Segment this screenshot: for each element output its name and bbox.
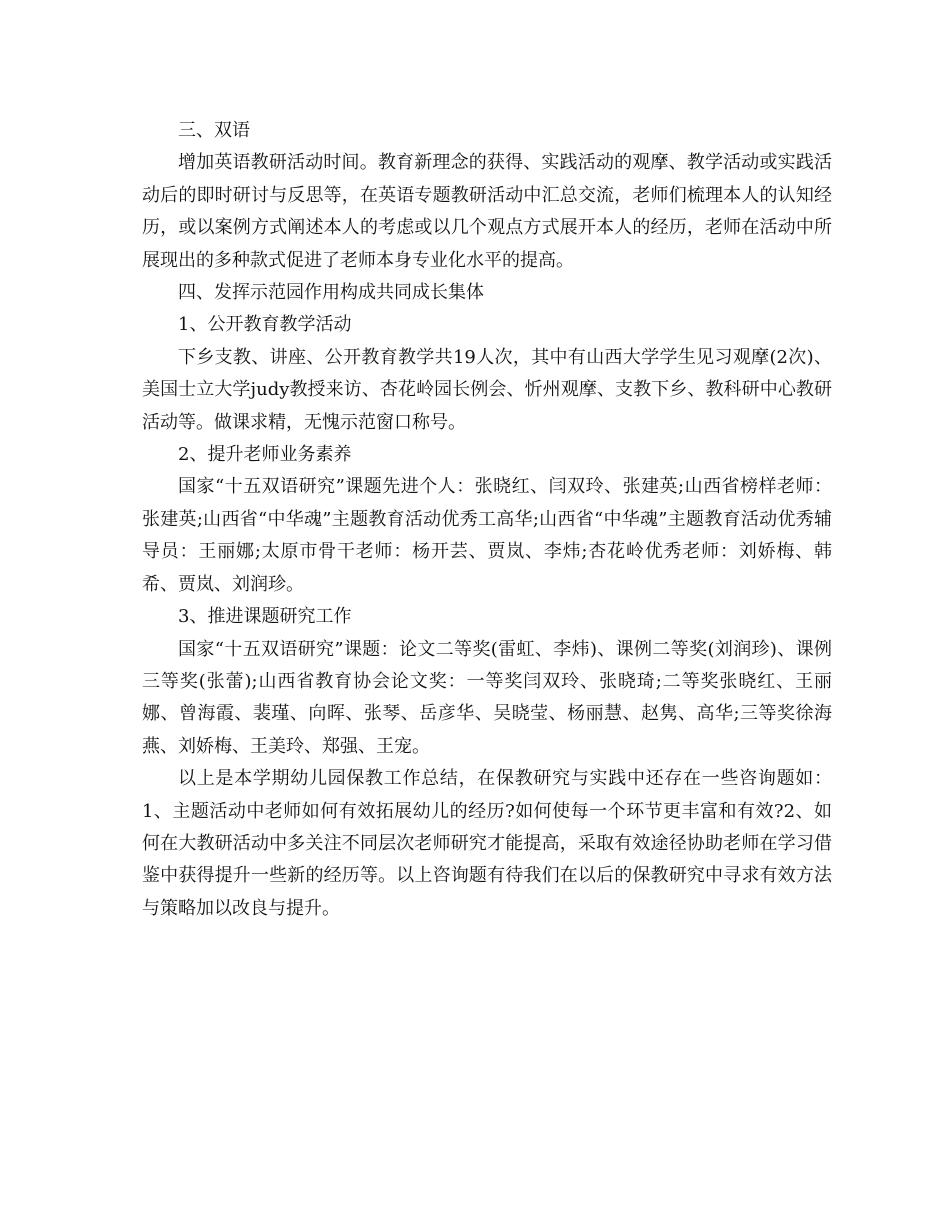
section-heading-bilingual: 三、双语 [178,120,250,141]
paragraph-research-awards: 国家“十五双语研究”课题：论文二等奖(雷虹、李炜)、课例二等奖(刘润珍)、课例三等奖(张蕾);山西省教育协会论文奖：一等奖闫双玲、张晓琦;二等奖张晓红、王丽娜、曾海霞、裴瑾、向晖、张琴、岳彦华、吴晓莹、杨丽慧、赵隽、高华;三等奖徐海燕、刘娇梅、王美玲、郑强、王宠。 [142,638,832,757]
subheading-research-projects: 3、推进课题研究工作 [178,606,352,628]
paragraph-teacher-awards: 国家“十五双语研究”课题先进个人：张晓红、闫双玲、张建英;山西省榜样老师：张建英;山西省“中华魂”主题教育活动优秀工高华;山西省“中华魂”主题教育活动优秀辅导员：王丽娜;太原市骨干老师：杨开芸、贾岚、李炜;杏花岭优秀老师：刘娇梅、韩希、贾岚、刘润珍。 [142,476,832,595]
paragraph-english-research: 增加英语教研活动时间。教育新理念的获得、实践活动的观摩、教学活动或实践活动后的即时研讨与反思等，在英语专题教研活动中汇总交流，老师们梳理本人的认知经历，或以案例方式阐述本人的考虑或以几个观点方式展开本人的经历，老师在活动中所展现出的多种款式促进了老师本身专业化水平的提高。 [142,152,832,271]
document-page [142,115,832,925]
paragraph-public-activities: 下乡支教、讲座、公开教育教学共19人次，其中有山西大学学生见习观摩(2次)、美国士立大学judy教授来访、杏花岭园长例会、忻州观摩、支教下乡、教科研中心教研活动等。做课求精，无愧示范窗口称号。 [142,346,832,433]
subheading-teacher-quality: 2、提升老师业务素养 [178,444,352,466]
paragraph-summary: 以上是本学期幼儿园保教工作总结，在保教研究与实践中还存在一些咨询题如：1、主题活动中老师如何有效拓展幼儿的经历?如何使每一个环节更丰富和有效?2、如何在大教研活动中多关注不同层次老师研究才能提高，采取有效途径协助老师在学习借鉴中获得提升一些新的经历等。以上咨询题有待我们在以后的保教研究中寻求有效方法与策略加以改良与提升。 [142,768,832,919]
subheading-public-activities: 1、公开教育教学活动 [178,314,352,336]
section-heading-demonstration: 四、发挥示范园作用构成共同成长集体 [178,282,484,304]
